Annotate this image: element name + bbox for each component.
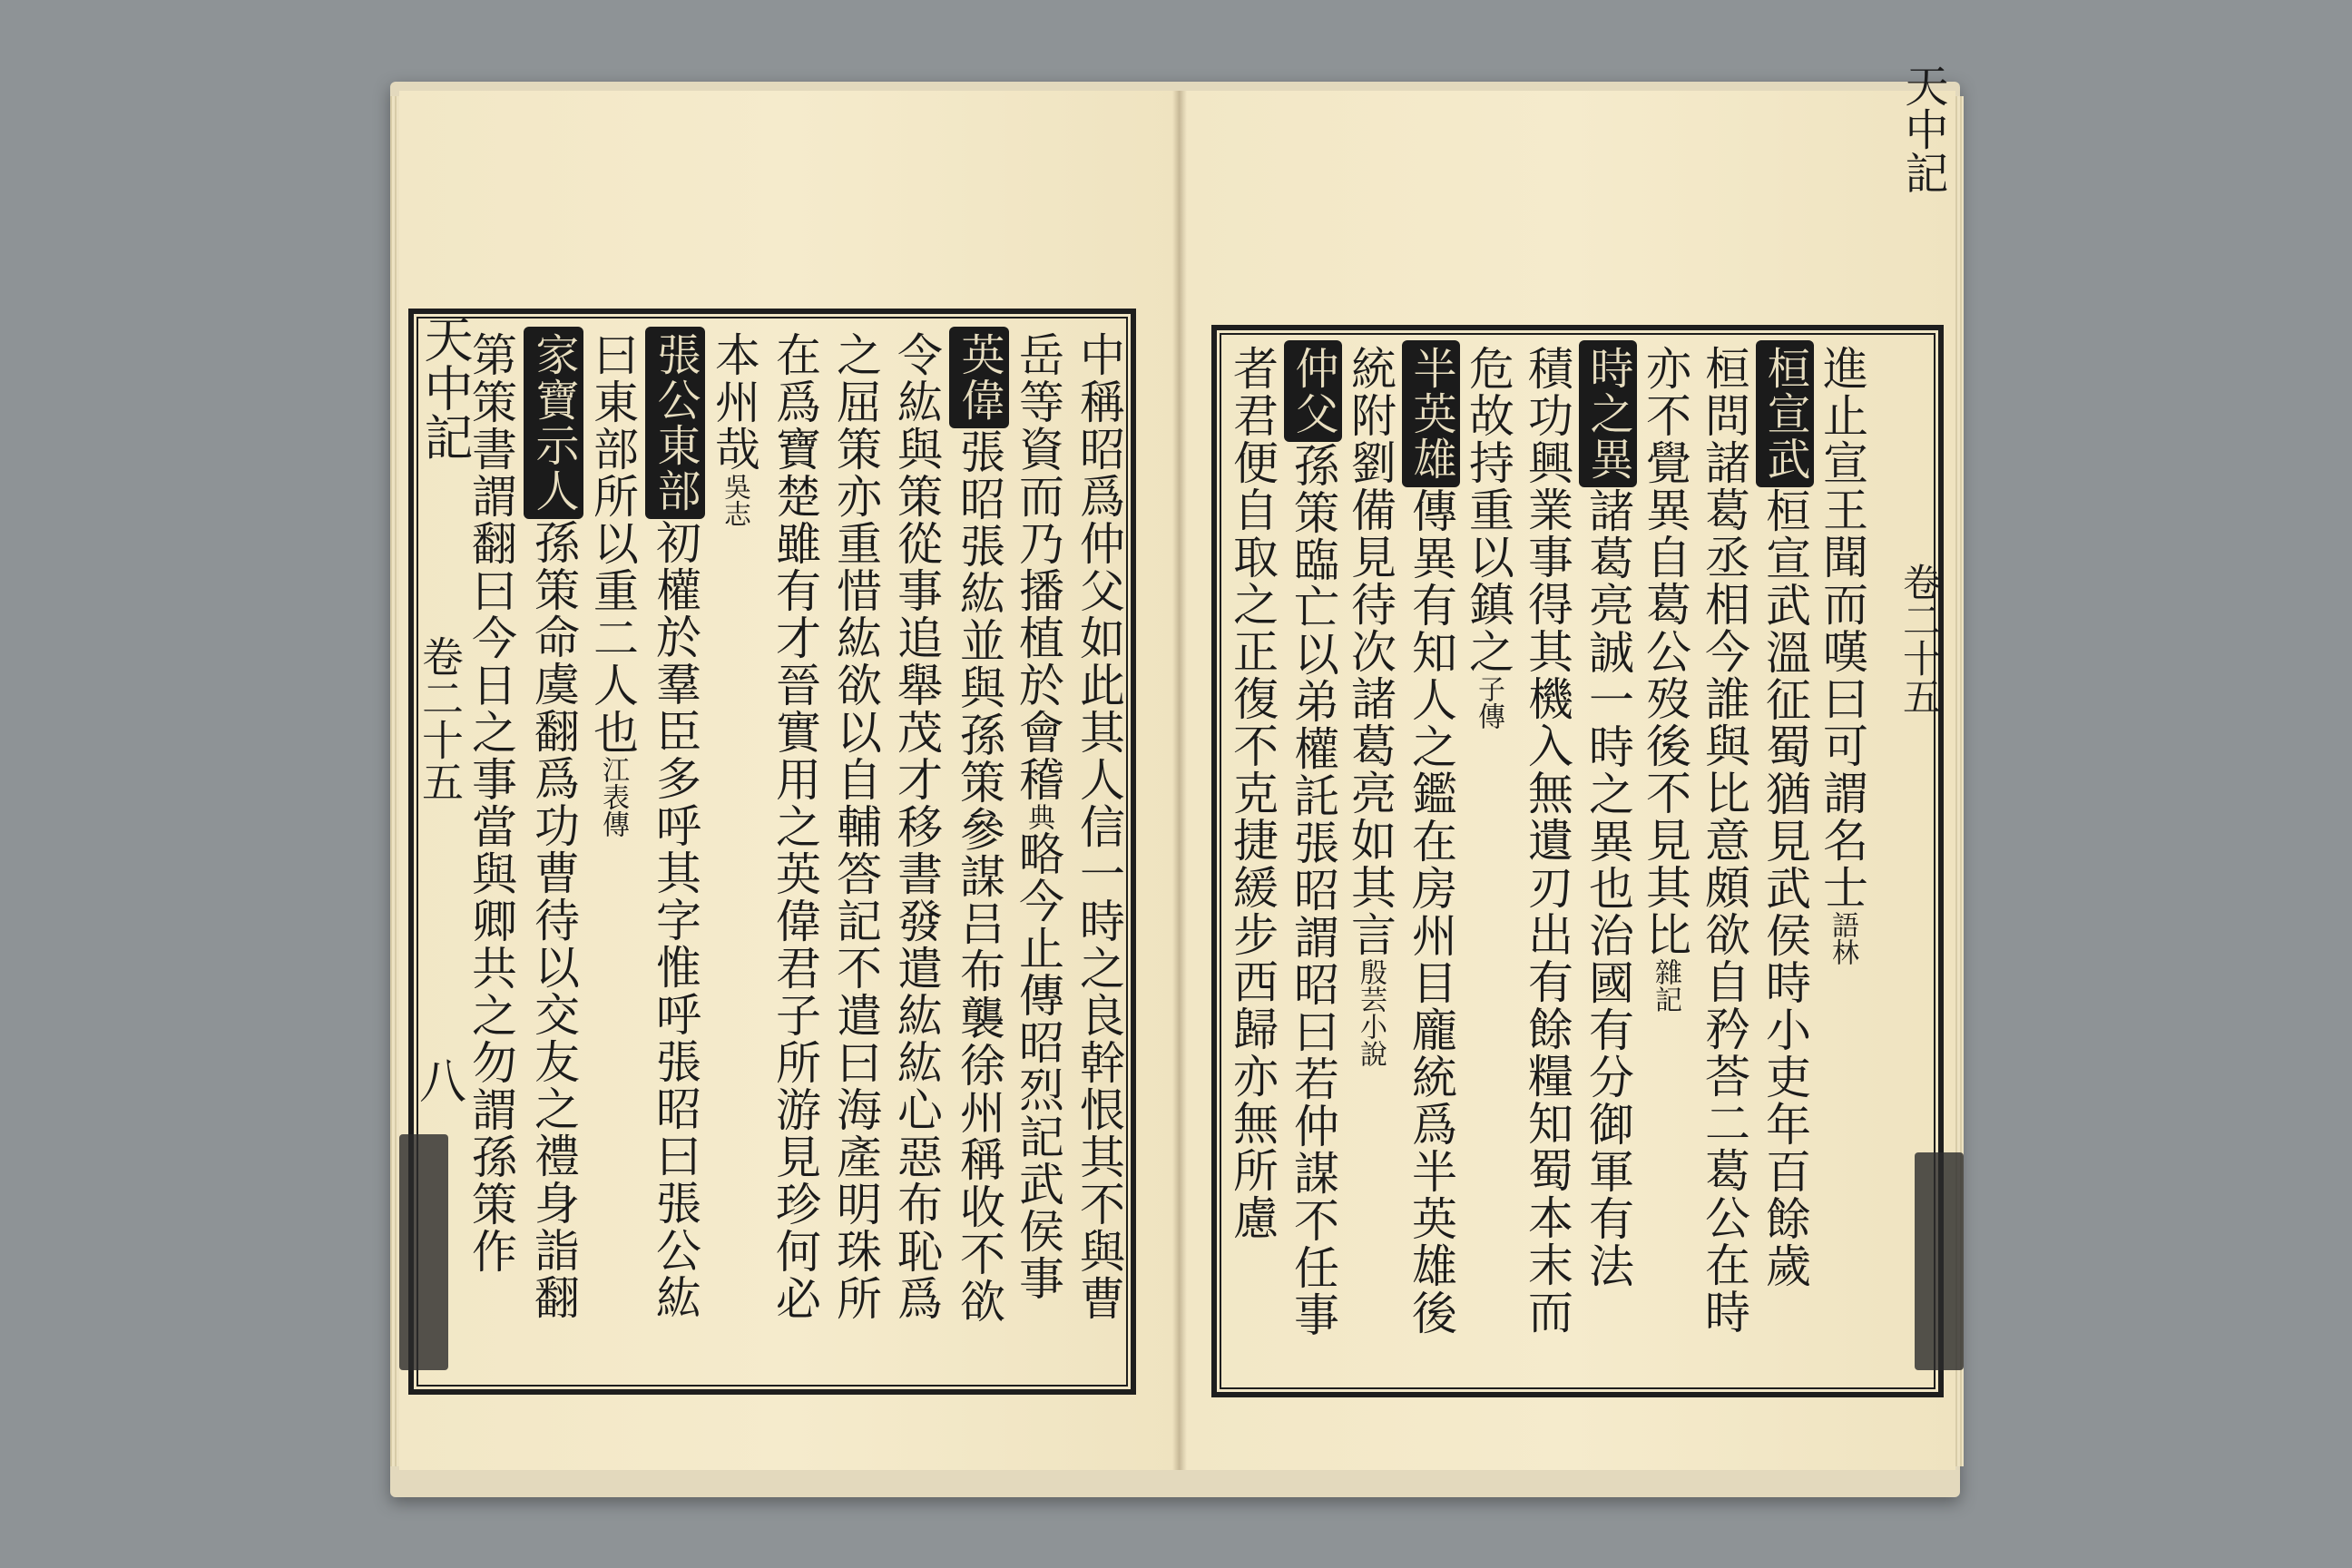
heading-label: 仲父 [1284,340,1342,442]
left-margin-title: 天中記 [416,314,474,461]
right-edge-mark [1915,1152,1964,1370]
left-col-1: 中稱昭爲仲父如此其人信一時之良幹恨其不與曹 [1073,331,1125,1322]
heading-label: 半英雄 [1402,340,1460,487]
right-margin-title: 天中記 [1897,64,1948,194]
left-col-4: 令紘與策從事追舉茂才移書發遣紘紘心惡布恥爲 [890,331,943,1322]
heading-label: 英偉 [949,327,1009,428]
right-col-5: 時之異諸葛亮誠一時之異也治國有分御軍有法 [1579,340,1637,1289]
heading-label: 時之異 [1579,340,1637,487]
heading-label: 家寶示人 [524,327,583,519]
heading-label: 張公東部 [645,327,705,519]
left-margin-volume: 卷二十五 [416,635,465,802]
left-col-10: 家寶示人孫策命虞翻爲功曹待以交友之禮身詣翻 [524,327,583,1321]
right-col-3: 桓問諸葛丞相今誰與比意頗欲自矜荅二葛公在時 [1698,345,1750,1336]
left-page-number: 八 [419,1055,467,1110]
left-col-7: 本州哉吳志 [708,331,760,527]
right-col-1: 進止宣王聞而嘆曰可謂名士語林 [1816,345,1868,965]
left-col-8: 張公東部初權於羣臣多呼其字惟呼張昭曰張公紘 [645,327,705,1321]
right-col-10: 仲父孫策臨亡以弟權託張昭謂昭曰若仲謀不任事 [1284,340,1342,1338]
right-col-11: 者君便自取之正復不克捷緩步西歸亦無所慮 [1226,345,1279,1241]
left-col-11: 第策書謂翻曰今日之事當與卿共之勿謂孫策作 [465,331,517,1275]
right-margin-volume: 卷二十五 [1897,563,1942,715]
left-col-2: 岳等資而乃播植於會稽典略今止傳昭烈記武侯事 [1012,331,1064,1302]
left-col-3: 英偉張昭張紘並與孫策參謀吕布襲徐州稱收不欲 [949,327,1009,1325]
right-col-8: 半英雄傳異有知人之鑑在房州目龐統爲半英雄後 [1402,340,1460,1337]
right-col-7: 危故持重以鎮之子傳 [1462,345,1514,730]
heading-label: 桓宣武 [1756,340,1814,487]
left-col-5: 之屈策亦重惜紘欲以自輔答記不遣曰海產明珠所 [829,331,882,1322]
right-col-9: 統附劉備見待次諸葛亮如其言殷芸小說 [1344,345,1396,1067]
left-edge-mark [399,1134,448,1370]
left-col-6: 在爲寶楚雖有才晉實用之英偉君子所游見珍何必 [769,331,821,1322]
right-col-6: 積功興業事得其機入無遺刃出有餘糧知蜀本末而 [1521,345,1573,1336]
right-col-2: 桓宣武桓宣武溫征蜀猶見武侯時小吏年百餘歲 [1756,340,1814,1289]
book-gutter [1172,91,1187,1470]
left-col-9: 曰東部所以重二人也江表傳 [586,331,639,838]
right-col-4: 亦不覺異自葛公歿後不見其比雜記 [1639,345,1691,1013]
